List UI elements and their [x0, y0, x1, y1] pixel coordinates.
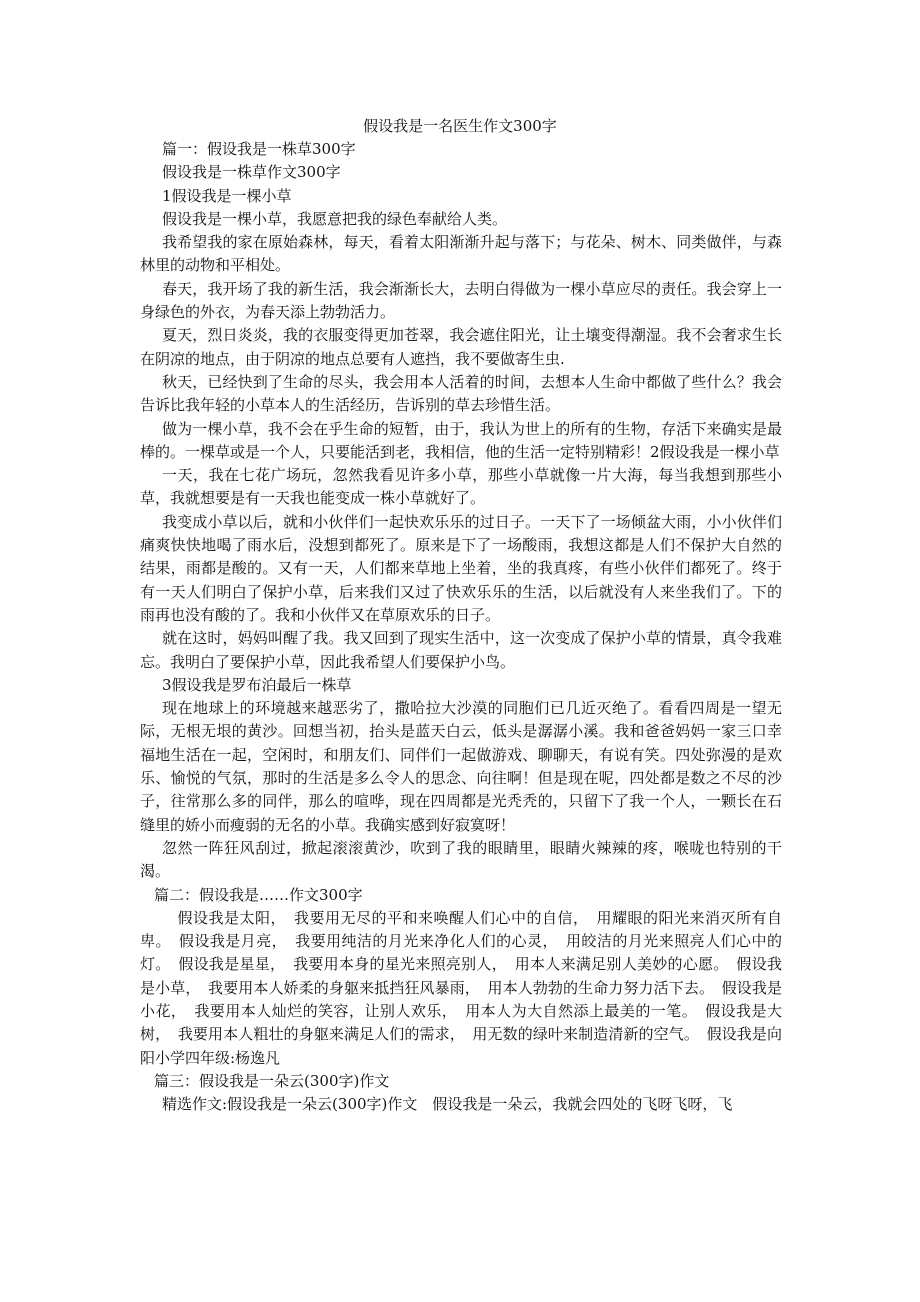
paragraph: 一天，我在七花广场玩，忽然我看见许多小草，那些小草就像一片大海，每当我想到那些小草，我就想要是有一天我也能变成一株小草就好了。 [140, 466, 782, 508]
document-body [140, 138, 782, 1116]
section-heading-1: 篇一：假设我是一株草300字 [162, 140, 356, 158]
paragraph: 就在这时，妈妈叫醒了我。我又回到了现实生活中，这一次变成了保护小草的情景，真令我难忘。我明白了要保护小草，因此我希望人们要保护小鸟。 [140, 629, 782, 671]
paragraph: 1假设我是一棵小草 [162, 186, 292, 205]
paragraph: 假设我是太阳， 我要用无尽的平和来唤醒人们心中的自信， 用耀眼的阳光来消灭所有自卑。 假设我是月亮， 我要用纯洁的月光来净化人们的心灵， 用皎洁的月光来照亮人们心中的灯。 假设我是星星， 我要用本身的星光来照亮别人， 用本人来满足别人美妙的心愿。 假设我是小草， 我要用本人娇柔的身躯来抵挡狂风暴雨， 用本人勃勃的生命力努力活下去。 假设我是小花， 我要用本人灿烂的笑容，让别人欢乐， 用本人为大自然添上最美的一笔。 假设我是大树， 我要用本人粗壮的身躯来满足人们的需求， 用无数的绿叶来制造清新的空气。 假设我是向阳小学四年级:杨逸凡 [140, 908, 782, 1067]
paragraph: 我变成小草以后，就和小伙伴们一起快欢乐乐的过日子。一天下了一场倾盆大雨，小小伙伴们痛爽快快地喝了雨水后，没想到都死了。原来是下了一场酸雨，我想这都是人们不保护大自然的结果，雨都是酸的。又有一天，人们都来草地上坐着，坐的我真疼，有些小伙伴们都死了。终于有一天人们明白了保护小草，后来我们又过了快欢乐乐的生活，以后就没有人来坐我们了。下的雨再也没有酸的了。我和小伙伴又在草原欢乐的日子。 [140, 512, 782, 624]
paragraph: 春天，我开场了我的新生活，我会渐渐长大，去明白得做为一棵小草应尽的责任。我会穿上一身绿色的外衣，为春天添上勃勃活力。 [140, 279, 782, 322]
paragraph: 精选作文:假设我是一朵云(300字)作文 假设我是一朵云，我就会四处的飞呀飞呀，飞 [162, 1095, 733, 1114]
paragraph: 忽然一阵狂风刮过，掀起滚滚黄沙，吹到了我的眼睛里，眼睛火辣辣的疼，喉咙也特别的干渴。 [140, 838, 782, 881]
paragraph: 秋天，已经快到了生命的尽头，我会用本人活着的时间，去想本人生命中都做了些什么？我会告诉比我年轻的小草本人的生活经历，告诉别的草去珍惜生活。 [140, 372, 782, 415]
paragraph: 现在地球上的环境越来越恶劣了，撒哈拉大沙漠的同胞们已几近灭绝了。看看四周是一望无际，无根无垠的黄沙。回想当初，抬头是蓝天白云，低头是潺潺小溪。我和爸爸妈妈一家三口幸福地生活在一起，空闲时，和朋友们、同伴们一起做游戏、聊聊天，有说有笑。四处弥漫的是欢乐、愉悦的气氛，那时的生活是多么令人的思念、向往啊！但是现在呢，四处都是数之不尽的沙子，往常那么多的同伴，那么的喧哗，现在四周都是光秃秃的，只留下了我一个人，一颗长在石缝里的娇小而瘦弱的无名的小草。我确实感到好寂寞呀！ [140, 699, 782, 834]
paragraph: 假设我是一棵小草，我愿意把我的绿色奉献给人类。 [162, 209, 508, 228]
document-title: 假设我是一名医生作文300字 [363, 117, 557, 135]
paragraph: 夏天，烈日炎炎，我的衣服变得更加苍翠，我会遮住阳光，让土壤变得潮湿。我不会奢求生长在阴凉的地点，由于阴凉的地点总要有人遮挡，我不要做寄生虫. [140, 326, 782, 368]
paragraph: 我希望我的家在原始森林，每天，看着太阳渐渐升起与落下；与花朵、树木、同类做伴，与森林里的动物和平相处。 [140, 233, 782, 275]
paragraph: 假设我是一株草作文300字 [162, 163, 341, 182]
section-heading-2: 篇二：假设我是……作文300字 [154, 885, 363, 904]
paragraph: 3假设我是罗布泊最后一株草 [162, 675, 352, 694]
section-heading-3: 篇三：假设我是一朵云(300字)作文 [154, 1071, 390, 1090]
paragraph: 做为一棵小草，我不会在乎生命的短暂，由于，我认为世上的所有的生物，存活下来确实是最棒的。一棵草或是一个人，只要能活到老，我相信，他的生活一定特别精彩！2假设我是一棵小草 [140, 419, 782, 461]
